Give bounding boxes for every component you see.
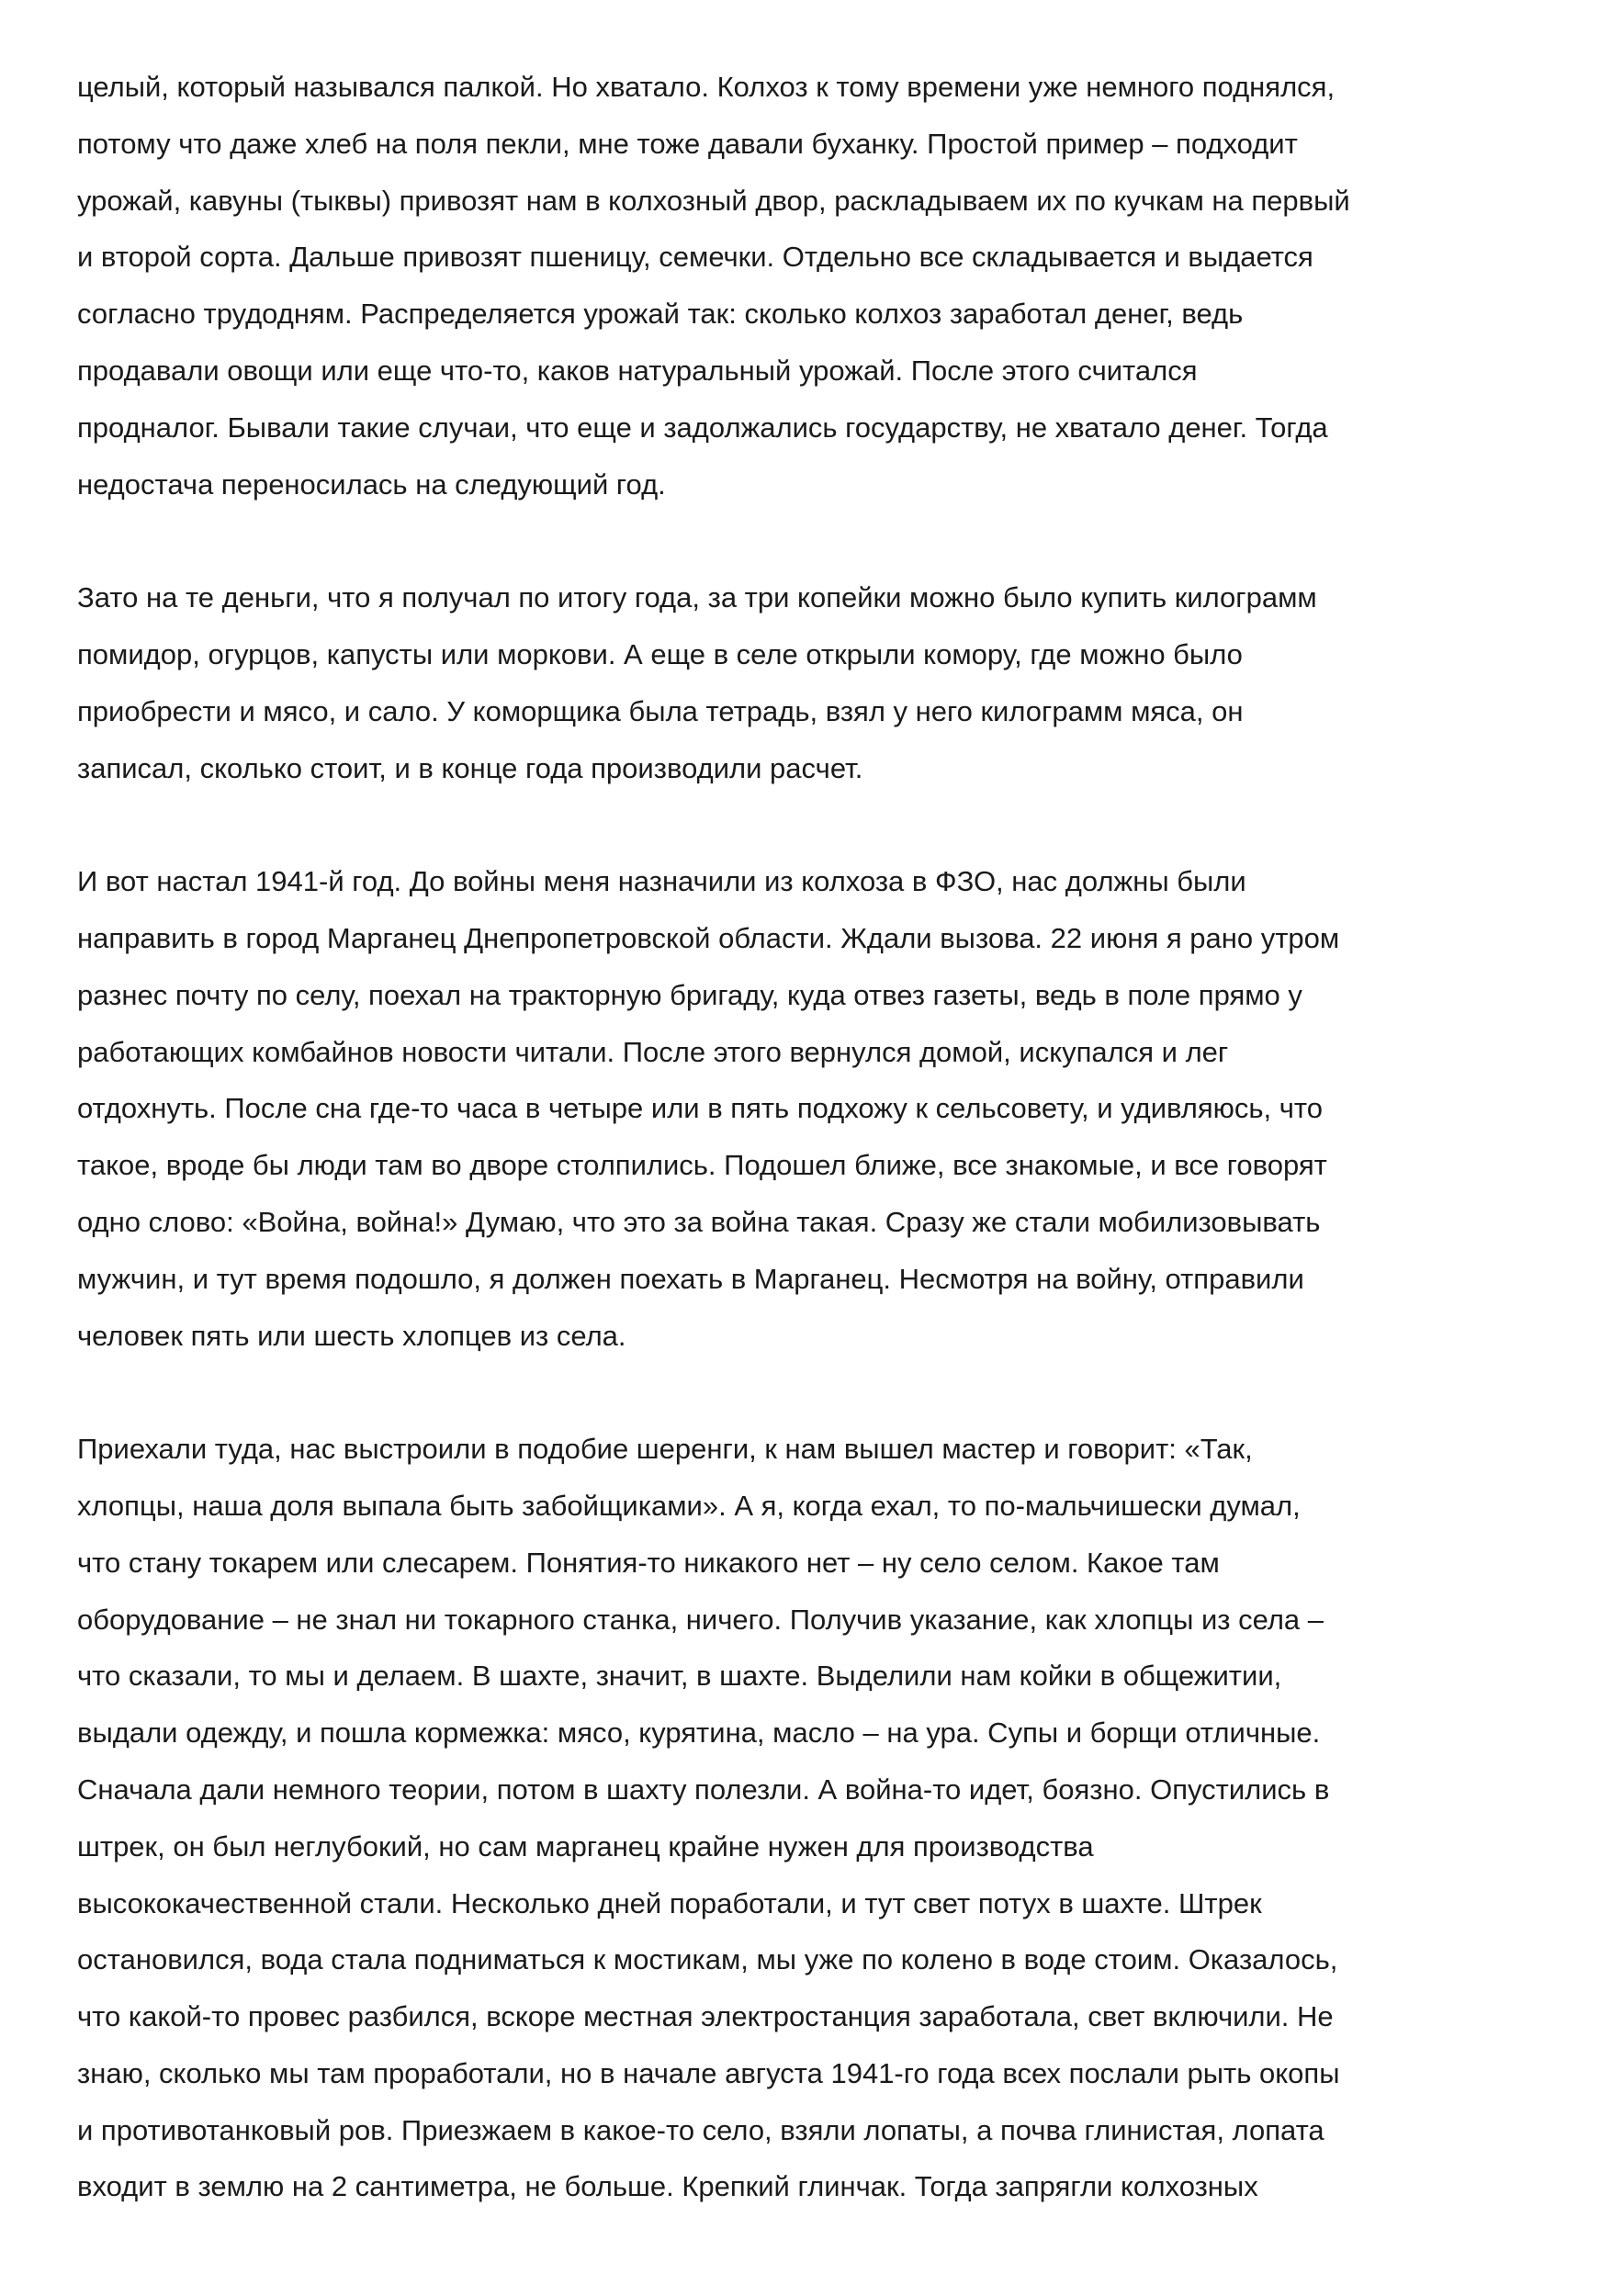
text-line: выдали одежду, и пошла кормежка: мясо, курятина, масло – на ура. Супы и борщи отличные.: [77, 1716, 1321, 1750]
text-line: записал, сколько стоит, и в конце года производили расчет.: [77, 751, 863, 784]
text-line: помидор, огурцов, капусты или моркови. А еще в селе открыли комору, где можно было: [77, 637, 1243, 670]
paragraph-gap: [77, 796, 1565, 853]
text-line: человек пять или шесть хлопцев из села.: [77, 1319, 626, 1352]
text-line: согласно трудодням. Распределяется урожай так: сколько колхоз заработал денег, ведь: [77, 298, 1244, 331]
text-line: и второй сорта. Дальше привозят пшеницу, семечки. Отдельно все складывается и выдается: [77, 241, 1313, 274]
paragraph-1: [77, 59, 1565, 512]
text-line: остановился, вода стала подниматься к мостикам, мы уже по колено в воде стоим. Оказалось,: [77, 1943, 1338, 1976]
paragraph-3: [77, 853, 1565, 1364]
text-line: разнес почту по селу, поехал на тракторную бригаду, куда отвез газеты, ведь в поле прямо у: [77, 978, 1302, 1011]
text-line: целый, который назывался палкой. Но хватало. Колхоз к тому времени уже немного поднялся,: [77, 71, 1336, 103]
text-line: входит в землю на 2 сантиметра, не больше. Крепкий глинчак. Тогда запрягли колхозных: [77, 2170, 1258, 2203]
text-line: высококачественной стали. Несколько дней поработали, и тут свет потух в шахте. Штрек: [77, 1886, 1262, 1919]
text-line: что какой-то провес разбился, вскоре местная электростанция заработала, свет включили. Не: [77, 2000, 1334, 2033]
text-line: продавали овощи или еще что-то, каков натуральный урожай. После этого считался: [77, 354, 1198, 387]
text-line: знаю, сколько мы там проработали, но в начале августа 1941-го года всех послали рыть окопы: [77, 2056, 1340, 2089]
text-line: штрек, он был неглубокий, но сам марганец крайне нужен для производства: [77, 1829, 1094, 1863]
text-line: продналог. Бывали такие случаи, что еще и задолжались государству, не хватало денег. Тогда: [77, 411, 1328, 444]
text-line: направить в город Марганец Днепропетровской области. Ждали вызова. 22 июня я рано утром: [77, 921, 1340, 954]
paragraph-gap: [77, 512, 1565, 569]
text-line: приобрести и мясо, и сало. У коморщика была тетрадь, взял у него килограмм мяса, он: [77, 694, 1244, 727]
text-line: Сначала дали немного теории, потом в шахту полезли. А война-то идет, боязно. Опустились в: [77, 1773, 1330, 1806]
text-line: недостача переносилась на следующий год.: [77, 467, 666, 501]
text-line: оборудование – не знал ни токарного станка, ничего. Получив указание, как хлопцы из села –: [77, 1603, 1324, 1636]
text-line: такое, вроде бы люди там во дворе столпились. Подошел ближе, все знакомые, и все говорят: [77, 1149, 1327, 1182]
text-line: что сказали, то мы и делаем. В шахте, значит, в шахте. Выделили нам койки в общежитии,: [77, 1660, 1282, 1693]
text-line: работающих комбайнов новости читали. После этого вернулся домой, искупался и лег: [77, 1035, 1229, 1068]
text-line: И вот настал 1941-й год. До войны меня назначили из колхоза в ФЗО, нас должны были: [77, 865, 1246, 898]
text-line: Приехали туда, нас выстроили в подобие шеренги, к нам вышел мастер и говорит: «Так,: [77, 1433, 1253, 1466]
paragraph-gap: [77, 1364, 1565, 1421]
document-page: [77, 59, 1565, 2215]
text-line: что стану токарем или слесарем. Понятия-то никакого нет – ну село селом. Какое там: [77, 1546, 1220, 1579]
paragraph-2: [77, 569, 1565, 796]
text-line: урожай, кавуны (тыквы) привозят нам в колхозный двор, раскладываем их по кучкам на первый: [77, 184, 1350, 217]
paragraph-4: [77, 1421, 1565, 2215]
text-line: Зато на те деньги, что я получал по итогу года, за три копейки можно было купить килограмм: [77, 581, 1317, 614]
text-line: мужчин, и тут время подошло, я должен поехать в Марганец. Несмотря на войну, отправили: [77, 1262, 1304, 1295]
text-line: отдохнуть. После сна где-то часа в четыре или в пять подхожу к сельсовету, и удивляюсь, что: [77, 1092, 1324, 1125]
text-line: хлопцы, наша доля выпала быть забойщиками». А я, когда ехал, то по-мальчишески думал,: [77, 1489, 1301, 1522]
text-line: одно слово: «Война, война!» Думаю, что это за война такая. Сразу же стали мобилизовывать: [77, 1205, 1321, 1238]
text-line: потому что даже хлеб на поля пекли, мне тоже давали буханку. Простой пример – подходит: [77, 127, 1298, 160]
text-line: и противотанковый ров. Приезжаем в какое-то село, взяли лопаты, а почва глинистая, лопата: [77, 2113, 1324, 2146]
